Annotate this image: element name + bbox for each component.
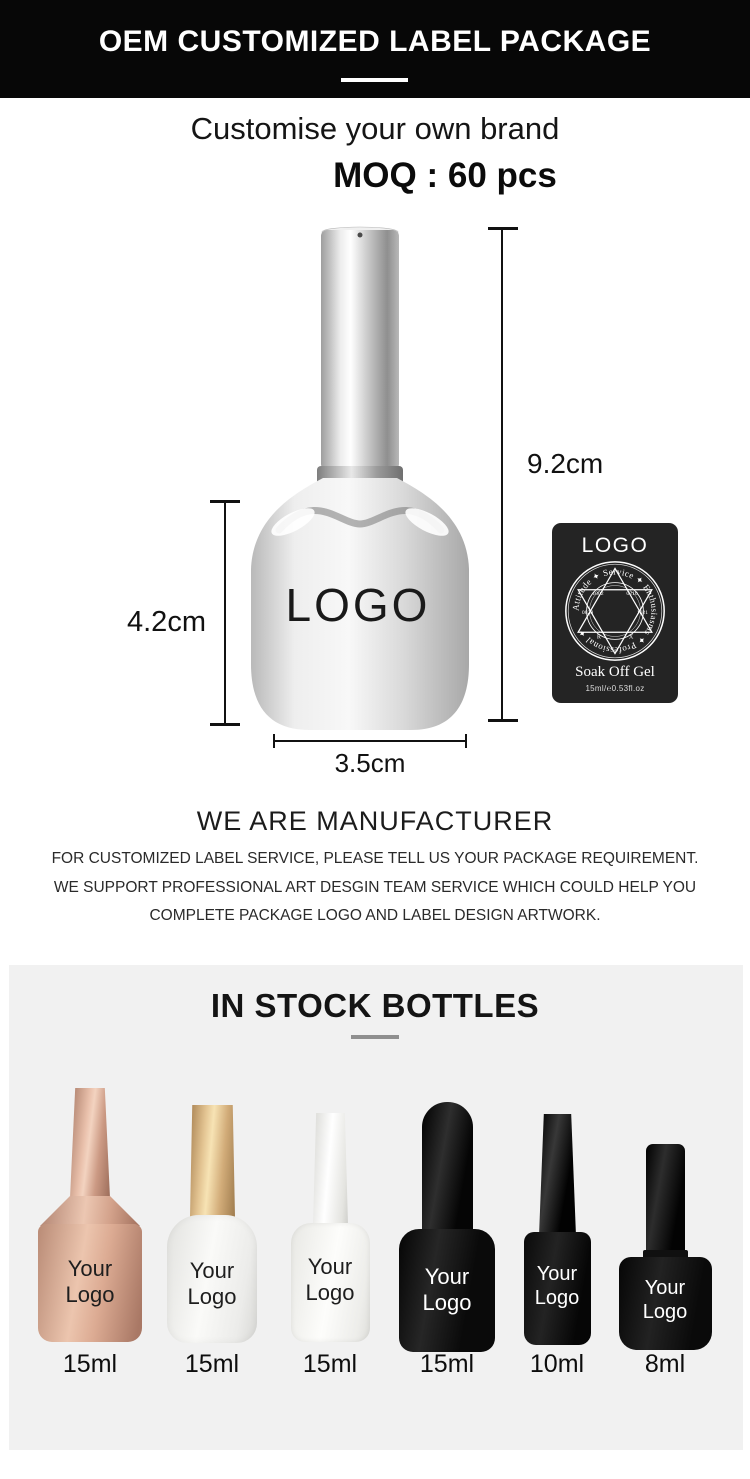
manufacturer-line: COMPLETE PACKAGE LOGO AND LABEL DESIGN ARTWORK. [149, 907, 601, 924]
dim-body-bottom-bar [210, 723, 240, 726]
bottle-cap [321, 230, 399, 470]
moq-text: MOQ : 60 pcs [333, 156, 557, 195]
bottle-black15-size: 15ml [419, 1350, 475, 1378]
manufacturer-title: WE ARE MANUFACTURER [196, 806, 554, 836]
bottle-rosegold-size: 15ml [62, 1350, 118, 1378]
bottle-black8-cap [646, 1144, 685, 1254]
bottle-logo-text: LOGO [285, 579, 431, 631]
in-stock-underline [351, 1035, 399, 1039]
label-card-logo: LOGO [581, 534, 649, 557]
label-card [552, 523, 678, 703]
bottle-black8-size: 8ml [644, 1350, 686, 1378]
bottle-black15-logo: Your Logo [422, 1264, 472, 1315]
dim-label-height: 9.2cm [527, 448, 604, 479]
dim-height-line [501, 228, 503, 722]
seal-code-mid-left: 0829 [581, 609, 594, 616]
label-volume: 15ml/℮0.53fl.oz [585, 684, 645, 693]
label-product-name: Soak Off Gel [575, 664, 655, 680]
header-bar [0, 0, 750, 98]
seal-code-bottom-left: R [596, 634, 601, 641]
silver-bottle-image [245, 224, 475, 736]
dim-width-line [273, 740, 467, 742]
seal-code-top-left: 1002 [592, 590, 604, 597]
bottle-black15-cap [422, 1102, 473, 1236]
seal-code-top-right: 0210 [626, 590, 638, 597]
manufacturer-line: FOR CUSTOMIZED LABEL SERVICE, PLEASE TELL US YOUR PACKAGE REQUIREMENT. [51, 850, 699, 867]
seal-code-bottom-right: X [628, 634, 634, 641]
bottle-goldcap-size: 15ml [184, 1350, 240, 1378]
label-seal-icon [563, 558, 667, 664]
seal-ring-text: Attitude ✦ Service ✦ Enthusiasms ✦ Professional ✦ [570, 566, 660, 656]
dim-label-width: 3.5cm [334, 748, 406, 778]
bottle-black10-size: 10ml [529, 1350, 585, 1378]
bottle-white-logo: Your Logo [305, 1254, 355, 1305]
bottle-white-size: 15ml [302, 1350, 358, 1378]
in-stock-title: IN STOCK BOTTLES [210, 987, 540, 1024]
bottle-rosegold-logo: Your Logo [65, 1256, 115, 1307]
dim-width-right-tick [465, 734, 467, 748]
dim-height-bottom-bar [488, 719, 518, 722]
dim-body-line [224, 501, 226, 725]
bottle-goldcap-cap [190, 1105, 235, 1217]
header-underline [341, 78, 408, 82]
bottle-white-cap [313, 1113, 348, 1225]
bottle-black10-cap [539, 1114, 576, 1236]
manufacturer-text [0, 845, 750, 931]
bottle-goldcap-logo: Your Logo [187, 1258, 237, 1309]
page-title: OEM CUSTOMIZED LABEL PACKAGE [98, 25, 652, 58]
bottle-black10-logo: Your Logo [534, 1263, 580, 1309]
dim-height-top-bar [488, 227, 518, 230]
cap-dot [358, 233, 363, 238]
seal-code-mid-right: 1021 [636, 609, 649, 616]
bottle-black8-logo: Your Logo [642, 1277, 688, 1323]
dim-label-body: 4.2cm [127, 606, 206, 638]
manufacturer-line: WE SUPPORT PROFESSIONAL ART DESGIN TEAM SERVICE WHICH COULD HELP YOU [53, 878, 697, 896]
bottle-rosegold-cap [70, 1088, 110, 1198]
subtitle: Customise your own brand [190, 111, 560, 146]
